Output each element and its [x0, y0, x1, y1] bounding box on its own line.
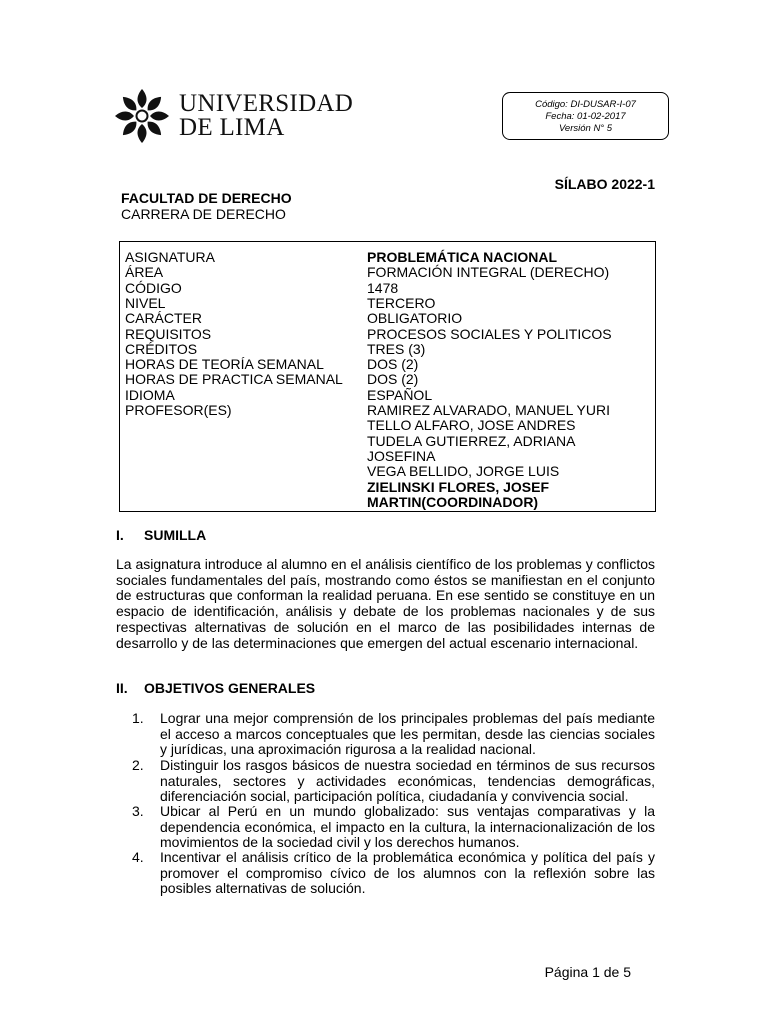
section-number: II. — [116, 680, 128, 696]
objective-text: Incentivar el análisis crítico de la problemática económica y política del país y promover el compromiso cívico de los alumnos con la reflexión sobre las posibles alternativas de solución. — [160, 849, 655, 897]
section-heading-objetivos — [116, 680, 315, 696]
objective-item — [116, 758, 655, 805]
professor-name: JOSEFINA — [367, 447, 436, 464]
info-label: IDIOMA — [125, 386, 175, 403]
info-value: DOS (2) — [367, 356, 419, 373]
info-label: ÁREA — [125, 264, 164, 281]
info-label: ASIGNATURA — [125, 249, 215, 265]
info-label: CRÉDITOS — [125, 340, 198, 357]
section-title: OBJETIVOS GENERALES — [144, 680, 316, 696]
document-version: Versión N° 5 — [558, 123, 613, 134]
career-name: CARRERA DE DERECHO — [121, 206, 286, 222]
info-value: TRES (3) — [367, 340, 426, 357]
info-value: 1478 — [367, 279, 399, 296]
professor-name: TUDELA GUTIERREZ, ADRIANA — [367, 432, 576, 449]
info-label: CARÁCTER — [125, 310, 203, 327]
info-label: CÓDIGO — [125, 279, 182, 296]
silabo-title: SÍLABO 2022-1 — [554, 176, 655, 192]
info-value: DOS (2) — [367, 371, 419, 388]
info-label: PROFESOR(ES) — [125, 402, 232, 418]
document-date: Fecha: 01-02-2017 — [545, 111, 626, 122]
faculty-block — [121, 190, 292, 222]
logo-line-1: UNIVERSIDAD — [179, 90, 354, 117]
professor-name: VEGA BELLIDO, JORGE LUIS — [367, 463, 560, 480]
info-label: HORAS DE TEORÍA SEMANAL — [125, 356, 324, 373]
objective-number: 4. — [132, 849, 144, 865]
sumilla-paragraph: La asignatura introduce al alumno en el análisis científico de los problemas y conflictos sociales fundamentales del país, mostrando como éstos se manifiestan en el conjunto de estructuras que conforman la realidad peruana. En ese sentido se constituye en un espacio de identificación, análisis y debate de los problemas nacionales y de sus respectivas alternativas de solución en el marco de las posibilidades internas de desarrollo y de las determinaciones que emergen del actual escenario internacional. — [116, 556, 655, 651]
objective-item — [116, 804, 655, 851]
logo-line-2: DE LIMA — [179, 114, 285, 141]
info-value: OBLIGATORIO — [367, 310, 463, 327]
professor-name: TELLO ALFARO, JOSE ANDRES — [367, 417, 576, 434]
info-value: FORMACIÓN INTEGRAL (DERECHO) — [367, 264, 610, 281]
info-value: ESPAÑOL — [367, 386, 433, 403]
star-logo-icon — [111, 88, 173, 144]
section-number: I. — [116, 527, 124, 543]
objective-number: 1. — [132, 710, 144, 726]
objective-item — [116, 850, 655, 897]
faculty-name: FACULTAD DE DERECHO — [121, 190, 292, 206]
info-value: PROBLEMÁTICA NACIONAL — [367, 249, 558, 265]
info-value: PROCESOS SOCIALES Y POLITICOS — [367, 325, 612, 342]
document-code-box — [502, 92, 669, 140]
info-label: REQUISITOS — [125, 325, 212, 342]
objective-item — [116, 711, 655, 758]
course-info-table — [119, 241, 656, 512]
professor-name: ZIELINSKI FLORES, JOSEF — [367, 478, 550, 495]
info-label: NIVEL — [125, 294, 166, 311]
objective-text: Ubicar al Perú en un mundo globalizado: sus ventajas comparativas y la dependencia económica, el impacto en la cultura, la internacionalización de los movimientos de la sociedad civil y los derechos humanos. — [160, 803, 655, 851]
info-value: TERCERO — [367, 294, 436, 311]
section-title: SUMILLA — [144, 527, 207, 543]
objective-number: 3. — [132, 803, 144, 819]
logo-wordmark — [179, 92, 353, 140]
objective-number: 2. — [132, 757, 144, 773]
info-label: HORAS DE PRACTICA SEMANAL — [125, 371, 343, 388]
section-heading-sumilla — [116, 527, 206, 543]
professor-name: RAMIREZ ALVARADO, MANUEL YURI — [367, 402, 610, 418]
page-number: Página 1 de 5 — [544, 964, 631, 980]
objective-text: Distinguir los rasgos básicos de nuestra sociedad en términos de sus recursos naturales, sectores y actividades económicas, tendencias demográficas, diferenciación social, participación política, ciudadanía y convivencia social. — [160, 757, 655, 805]
objective-text: Lograr una mejor comprensión de los principales problemas del país mediante el acceso a marcos conceptuales que les permitan, desde las ciencias sociales y jurídicas, una aproximación rigurosa a la realidad nacional. — [160, 710, 655, 758]
document-code: Código: DI-DUSAR-I-07 — [535, 99, 636, 110]
university-logo — [111, 88, 353, 144]
professor-name: MARTIN(COORDINADOR) — [367, 493, 539, 510]
